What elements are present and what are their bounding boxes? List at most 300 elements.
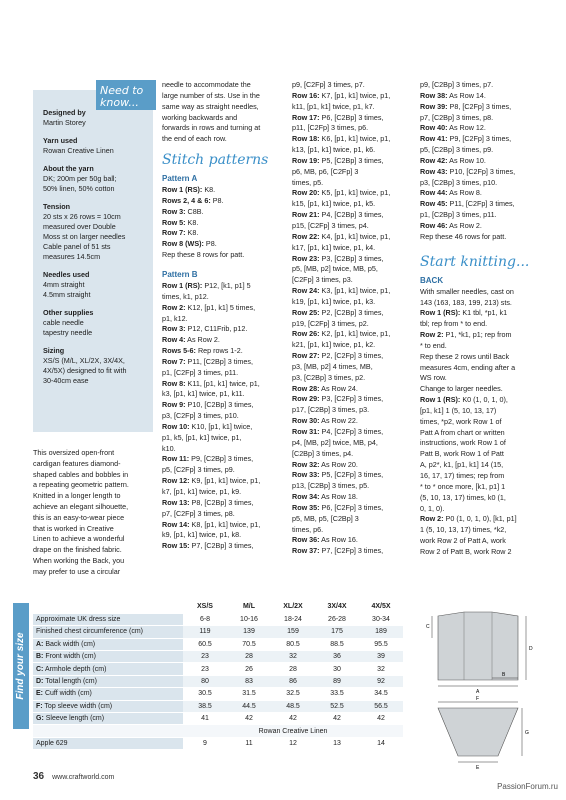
row-text: As Row 14. [447,90,486,100]
row-label: Row 31: [292,427,320,436]
supplies-label: Other supplies [43,308,94,317]
size-value: 52.5 [315,700,359,712]
row-text: Patt A from chart or written [420,427,505,437]
intro-line: cardigan features diamond- [33,458,121,468]
paragraph-line: working backwards and [162,112,238,122]
size-header: XS/S [183,601,227,613]
size-value: 23 [183,663,227,675]
pattern-b-rows-end [420,80,538,243]
instruction-row [292,481,410,492]
instruction-row [162,433,282,444]
pattern-a-rows [162,185,282,261]
size-value: 80 [183,675,227,687]
row-text: With smaller needles, cast on [420,286,514,296]
instruction-row [162,379,282,390]
instruction-row [292,384,410,395]
size-value: 32 [271,651,315,663]
intro-line: this is an easy-to-wear piece [33,512,125,522]
row-text: times, p6. [292,524,324,534]
size-row [33,613,403,625]
row-label: Row 42: [420,155,448,165]
needles-label: Needles used [43,270,90,279]
intro-line: a repeating geometric pattern. [33,480,129,490]
row-text: * to end. [420,340,447,350]
row-label: Row 1 (RS): [420,395,461,405]
size-value: 70.5 [227,638,271,650]
measurement-name: Sleeve length (cm) [43,715,105,723]
row-text: P2, [C2Bp] 3 times, [319,307,384,317]
intro-line: achieve an elegant silhouette, [33,501,129,511]
instruction-row [420,514,538,525]
instruction-row [420,352,538,363]
row-text: As Row 2. [447,220,482,230]
instruction-row [420,319,538,330]
instruction-row [420,525,538,536]
row-text: As Row 24. [319,383,358,393]
instruction-row [420,395,538,406]
measurement-key: D: [36,678,44,686]
instruction-row [420,536,538,547]
row-label: Row 46: [420,220,448,230]
row-label: Row 1 (RS): [420,308,461,318]
instruction-row [162,357,282,368]
row-text: Rep these 2 rows until Back [420,351,510,361]
row-text: P5, [C2Fp] 3 times, [319,470,384,480]
row-text: p6, MB, p6, [C2Fp] 3 [292,166,359,176]
paragraph-line: large number of sts. Use in the [162,90,260,100]
row-label: Row 1 (RS): [162,280,203,290]
row-text: 16, 17, 17) times; rep from [420,471,505,480]
row-text: p5, [MB, p2] twice, MB, p5, [292,264,378,274]
row-label: Row 2: [420,330,444,340]
size-row-label [33,651,183,663]
row-text: k9, [p1, k1] twice, p1, k8. [162,530,242,540]
instruction-row [292,91,410,102]
instruction-row [162,239,282,250]
row-text: p5, [C2Fp] 3 times, p9. [162,465,235,475]
row-text: K3, [p1, k1] twice, p1, [319,286,391,296]
row-label: Row 39: [420,101,448,111]
find-your-size-tab [13,603,29,729]
row-text: K10, [p1, k1] twice, [189,421,253,431]
instruction-row [162,400,282,411]
instruction-row [292,470,410,481]
row-text: As Row 2. [185,335,220,345]
ball-count: 12 [271,737,315,749]
size-header: M/L [227,601,271,613]
size-value: 28 [271,663,315,675]
start-knitting-heading: Start knitting... [420,253,530,270]
row-text: As Row 18. [319,492,358,502]
instruction-row [292,427,410,438]
size-value: 60.5 [183,638,227,650]
instruction-row [420,145,538,156]
row-label: Row 30: [292,416,320,426]
row-label: Row 41: [420,134,448,144]
size-value: 119 [183,626,227,638]
instruction-row [162,292,282,303]
measurement-key: C: [36,665,44,673]
paragraph-line: forwards in rows and turning at [162,123,261,133]
instruction-row [420,438,538,449]
size-value: 33.5 [315,688,359,700]
size-value: 92 [359,675,403,687]
pattern-b-rows-continued [292,80,410,557]
size-row-label [33,613,183,625]
instruction-row [420,504,538,515]
row-text: P4, [C2Bp] 3 times, [319,210,384,220]
instruction-row [292,199,410,210]
instruction-row [162,520,282,531]
instruction-row [420,547,538,558]
row-text: p1, [C2Fp] 3 times, p11. [162,367,239,377]
row-text: K4, [p1, k1] twice, p1, [319,231,391,241]
tension-label: Tension [43,202,71,211]
row-label: Row 25: [292,307,320,317]
ball-count: 14 [359,737,403,749]
row-label: Row 37: [292,546,320,556]
row-text: P4, [C2Fp] 3 times, [319,427,384,436]
instruction-row [420,113,538,124]
row-label: Row 35: [292,502,320,512]
instruction-row [292,113,410,124]
row-label: Row 19: [292,155,320,165]
size-value: 26 [227,663,271,675]
instruction-row [420,471,538,482]
row-text: A, p2*, k1, [p1, k1] 14 (15, [420,460,504,470]
instruction-row [162,368,282,379]
ball-count: 11 [227,737,271,749]
paragraph-line: needle to accommodate the [162,80,251,89]
row-label: Row 38: [420,90,448,100]
row-text: P12, [k1, p1] 5 [202,280,251,290]
row-text: Rep these 46 rows for patt. [420,231,507,241]
row-text: p15, [C2Fp] 3 times, p4. [292,220,369,230]
row-text: K8. [185,217,199,227]
back-schematic [426,612,533,695]
instruction-row [162,498,282,509]
row-label: Rows 5-6: [162,346,196,356]
size-value: 39 [359,651,403,663]
tension-line: 20 sts x 26 rows = 10cm [43,212,121,221]
instruction-row [162,530,282,541]
measurement-name: Total length (cm) [43,678,97,686]
row-text: measures 4cm, ending after a [420,362,516,372]
paragraph-line: same way as straight needles, [162,101,259,111]
size-value: 30-34 [359,613,403,625]
size-row-label [33,700,183,712]
instruction-row [420,167,538,178]
row-text: P8. [210,195,224,205]
instruction-row [420,417,538,428]
row-label: Row 2: [162,302,186,312]
about-yarn-label: About the yarn [43,164,94,173]
row-text: As Row 16. [319,535,358,545]
size-value: 32 [359,663,403,675]
instruction-row [292,221,410,232]
shade-row [33,737,403,749]
row-text: p9, [C2Bp] 3 times, p7. [420,80,494,89]
needles-line: 4.5mm straight [43,290,91,299]
row-text: P10, [C2Fp] 3 times, [447,166,516,176]
row-text: p11, [C2Fp] 3 times, p6. [292,123,369,133]
row-label: Row 1 (RS): [162,185,203,195]
designer-name: Martin Storey [43,118,86,127]
row-text: As Row 20. [319,459,358,469]
sizing-label: Sizing [43,346,65,355]
needle-paragraph [162,80,282,145]
row-text: K8. [202,185,216,195]
row-label: Row 17: [292,112,320,122]
instruction-row [292,373,410,384]
row-text: K7, [p1, k1] twice, p1, [319,90,391,100]
row-text: As Row 10. [447,155,486,165]
row-text: P5, [C2Bp] 3 times, [319,155,384,165]
column-3 [420,80,538,558]
intro-line: Linen to achieve a wonderful [33,534,125,544]
shade-label: Apple 629 [33,737,183,749]
instruction-row [292,394,410,405]
instruction-row [292,102,410,113]
size-value: 83 [227,675,271,687]
instruction-row [292,329,410,340]
back-body-shape [438,612,518,680]
size-table-body [33,613,403,749]
size-value: 80.5 [271,638,315,650]
instruction-row [292,535,410,546]
row-label: Row 24: [292,286,320,296]
yarn-used-value: Rowan Creative Linen [43,146,114,155]
instruction-row [292,232,410,243]
row-text: P2, [C2Fp] 3 times, [319,351,384,361]
row-text: Change to larger needles. [420,384,503,394]
row-label: Row 33: [292,470,320,480]
instruction-row [420,330,538,341]
size-row [33,663,403,675]
size-row-label [33,713,183,725]
instruction-row [420,428,538,439]
row-text: k3, [p1, k1] twice, p1, k11. [162,389,245,399]
row-label: Row 22: [292,231,320,241]
need-to-know-tab: Need to know... [96,80,156,110]
row-text: p19, [C2Fp] 3 times, p2. [292,318,369,328]
instruction-row [420,449,538,460]
pattern-a-heading: Pattern A [162,174,198,184]
page-number: 36 [33,771,45,782]
row-text: K0 (1, 0, 1, 0), [460,395,508,405]
row-text: p13, [C2Bp] 3 times, p5. [292,481,370,491]
row-text: k11, [p1, k1] twice, p1, k7. [292,101,375,111]
instruction-row [420,134,538,145]
instruction-row [292,438,410,449]
size-header-blank [33,601,183,613]
instruction-row [162,324,282,335]
row-text: times, p5. [292,177,324,187]
sleeve-shape [438,708,518,756]
row-text: P0 (1, 0, 1, 0), [k1, p1] [443,514,517,524]
row-label: Row 32: [292,459,320,469]
instruction-row [292,286,410,297]
row-text: p1, k5, [p1, k1] twice, p1, [162,432,242,442]
column-2 [292,80,410,557]
row-text: k7, [p1, k1] twice, p1, k9. [162,487,242,496]
instruction-row [420,123,538,134]
size-value: 175 [315,626,359,638]
label-f: F [476,696,480,702]
measurement-key: F: [36,702,43,710]
size-row-label [33,675,183,687]
row-text: P3, [C2Fp] 3 times, [319,394,384,404]
instruction-row [292,405,410,416]
intro-line: may prefer to use a circular [33,566,121,576]
instruction-row [292,503,410,514]
row-text: 143 (163, 183, 199, 213) sts. [420,297,512,307]
row-label: Row 23: [292,253,320,263]
row-text: P9, [C2Bp] 3 times, [189,454,254,464]
row-text: P6, [C2Fp] 3 times, [319,502,384,512]
size-value: 36 [315,651,359,663]
tension-line: measured over Double [43,222,116,231]
size-value: 95.5 [359,638,403,650]
row-text: K1 tbl, *p1, k1 [460,308,508,318]
tension-line: Moss st on larger needles [43,232,126,241]
sleeve-schematic [438,696,529,770]
row-text: As Row 22. [319,416,358,426]
intro-line: drape on the finished fabric. [33,545,122,555]
row-label: Row 43: [420,166,448,176]
row-label: Row 3: [162,324,186,334]
label-e: E [476,765,480,770]
instruction-row [292,134,410,145]
measurement-name: Approximate UK dress size [36,616,121,624]
instruction-row [162,411,282,422]
row-label: Row 12: [162,476,190,486]
row-text: P10, [C2Bp] 3 times, [185,400,254,410]
sizing-line: XS/S (M/L, XL/2X, 3X/4X, [43,356,125,365]
page-footer [33,771,114,782]
row-label: Row 10: [162,421,190,431]
size-row [33,638,403,650]
row-text: As Row 8. [447,188,482,198]
instruction-row [292,210,410,221]
size-row [33,626,403,638]
row-label: Row 11: [162,454,190,464]
instruction-row [420,298,538,309]
row-label: Row 26: [292,329,320,339]
row-text: K5, [p1, k1] twice, p1, [319,188,391,198]
about-yarn-line: 50% linen, 50% cotton [43,184,115,193]
instruction-row [420,188,538,199]
label-g: G [525,730,529,736]
instruction-row [162,454,282,465]
instruction-row [292,308,410,319]
measurement-name: Top sleeve width (cm) [42,702,113,710]
instruction-row [162,303,282,314]
instruction-row [292,188,410,199]
row-label: Row 28: [292,383,320,393]
row-text: P1, *k1, p1; rep from [443,330,512,340]
instruction-row [292,178,410,189]
row-label: Row 16: [292,90,320,100]
row-text: WS row. [420,373,447,383]
sizing-line: 4X/5X) designed to fit with [43,366,127,375]
ball-count: 9 [183,737,227,749]
row-label: Row 3: [162,206,186,216]
row-label: Row 4: [162,335,186,345]
row-label: Row 5: [162,217,186,227]
row-label: Row 36: [292,535,320,545]
row-text: p5, MB, p5, [C2Bp] 3 [292,513,359,523]
row-text: k10. [162,443,176,453]
instruction-row [292,264,410,275]
row-text: P9, [C2Fp] 3 times, [447,134,512,144]
size-value: 48.5 [271,700,315,712]
instruction-row [420,80,538,91]
row-text: times, *p2, work Row 1 of [420,416,502,426]
intro-paragraph [33,448,157,578]
supplies-line: cable needle [43,318,84,327]
size-header: 4X/5X [359,601,403,613]
row-label: Row 7: [162,356,186,366]
label-a: A [476,689,480,695]
row-label: Row 44: [420,188,448,198]
yarn-used-label: Yarn used [43,136,78,145]
row-text: k19, [p1, k1] twice, p1, k3. [292,296,376,306]
size-row [33,651,403,663]
row-label: Row 34: [292,492,320,502]
row-text: Rep these 8 rows for patt. [162,250,245,260]
size-value: 189 [359,626,403,638]
size-value: 89 [315,675,359,687]
instruction-row [292,546,410,557]
instruction-row [162,185,282,196]
size-row-label [33,638,183,650]
yarn-name: Rowan Creative Linen [183,725,403,737]
garment-schematics [418,608,538,770]
need-to-know-content [43,100,151,386]
size-header: 3X/4X [315,601,359,613]
size-row [33,700,403,712]
size-header-row [33,601,403,613]
size-value: 34.5 [359,688,403,700]
intro-line: When working the Back, you [33,555,125,565]
row-text: P6, [C2Bp] 3 times, [319,112,384,122]
size-value: 139 [227,626,271,638]
row-text: p7, [C2Fp] 3 times, p8. [162,508,235,518]
instruction-row [292,123,410,134]
row-text: P11, [C2Fp] 3 times, [447,199,515,209]
row-text: p3, [C2Bp] 3 times, p2. [292,372,366,382]
size-value: 56.5 [359,700,403,712]
row-text: C8B. [185,206,204,216]
row-label: Row 9: [162,400,186,410]
instruction-row [420,156,538,167]
instruction-row [162,207,282,218]
intro-line: This oversized open-front [33,448,115,457]
paragraph-line: the end of each row. [162,134,227,144]
instruction-row [292,492,410,503]
sizing-line: 30-40cm ease [43,376,89,385]
instruction-row [420,341,538,352]
pattern-b-heading: Pattern B [162,269,198,279]
row-text: K11, [p1, k1] twice, p1, [185,378,260,388]
row-text: p4, [MB, p2] twice, MB, p4, [292,437,378,447]
size-value: 42 [315,713,359,725]
measurement-name: Finished chest circumference (cm) [36,628,143,636]
size-row [33,675,403,687]
intro-line: Knitted in a longer length to [33,491,121,501]
ball-count: 13 [315,737,359,749]
